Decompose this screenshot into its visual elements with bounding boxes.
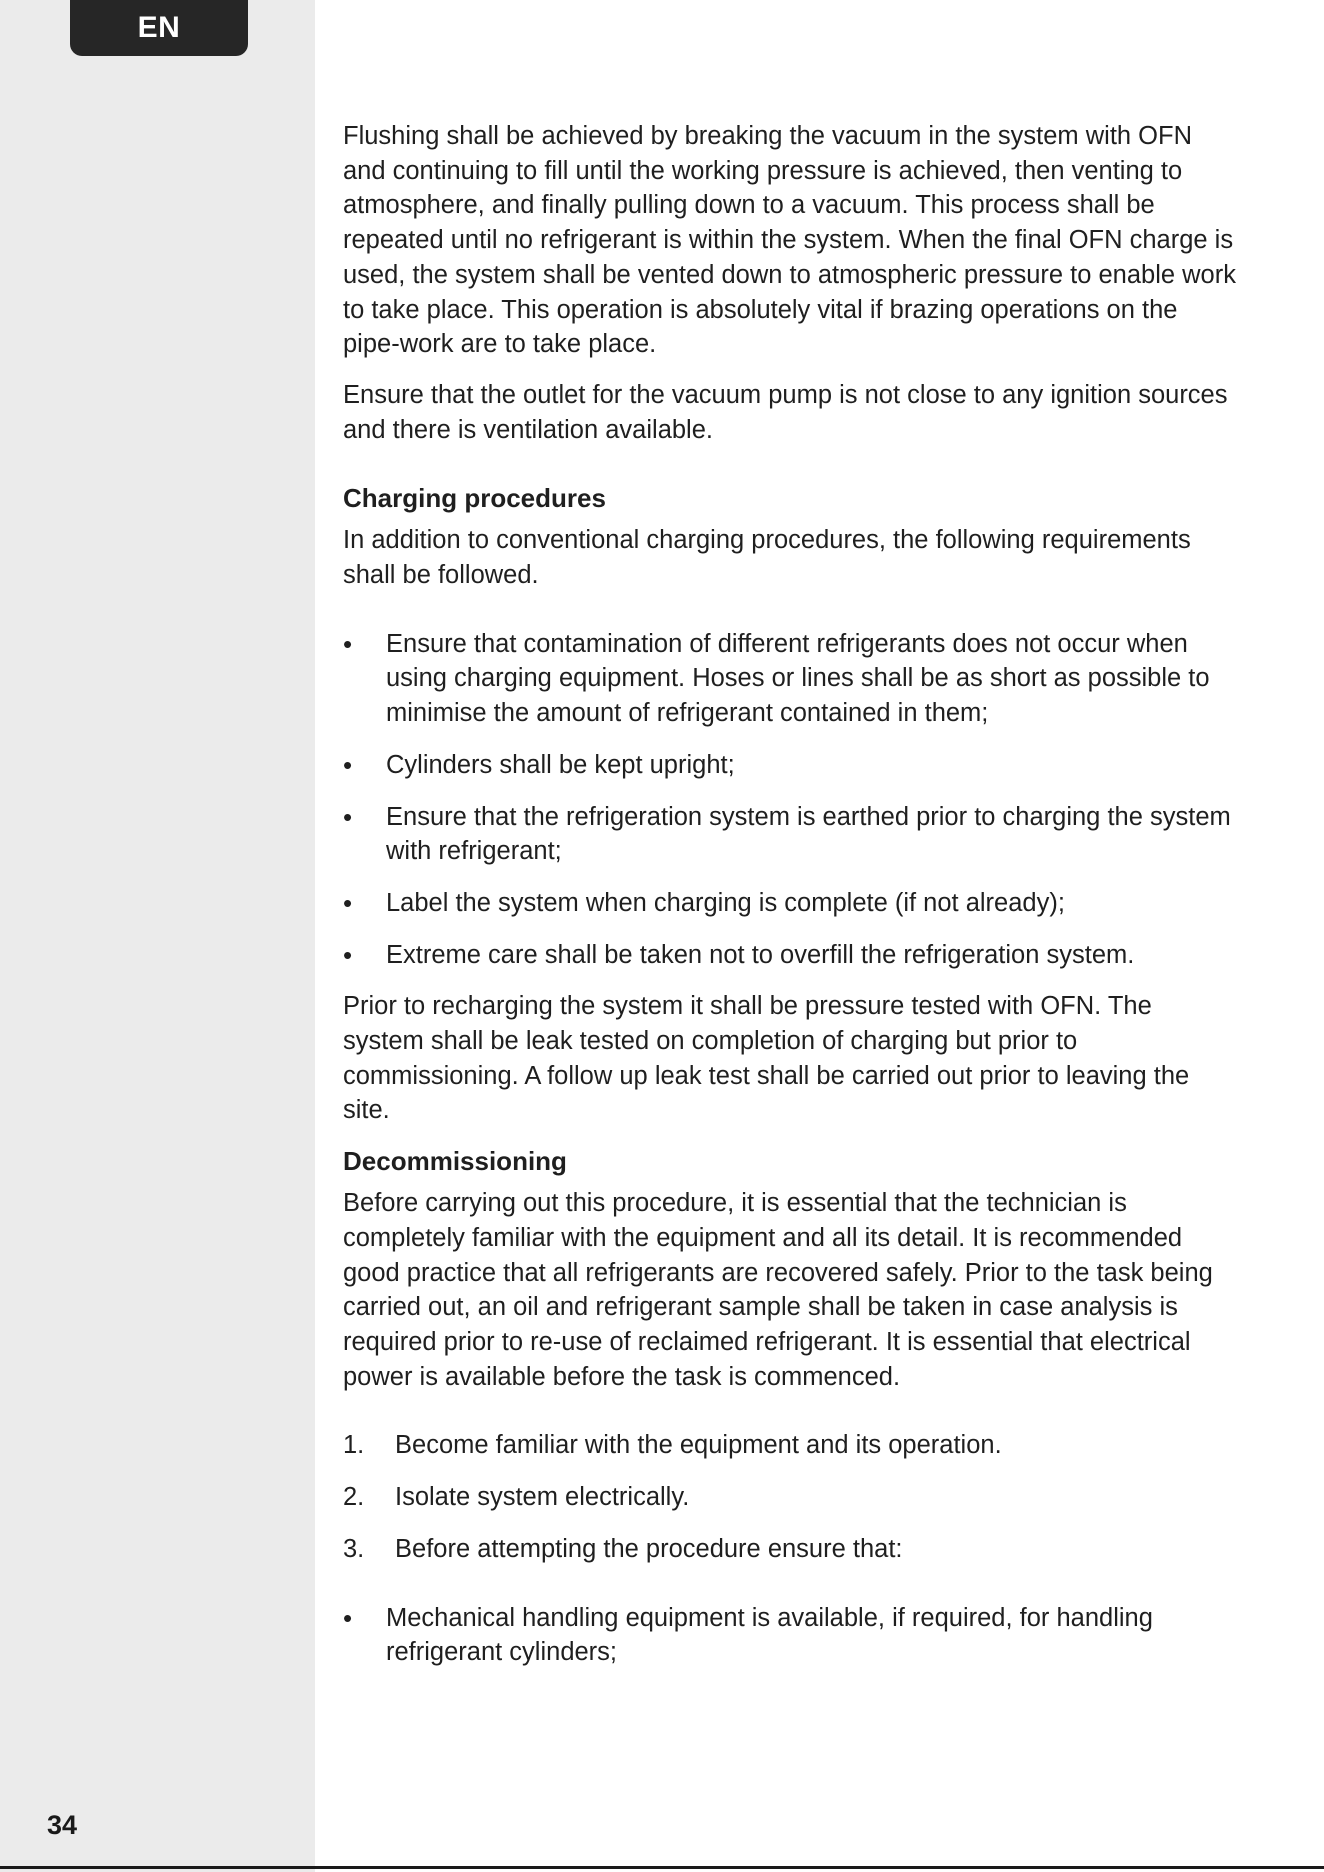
list-item: • Ensure that the refrigeration system is earthed prior to charging the system with refrigerant; (343, 800, 1238, 869)
paragraph-recharging: Prior to recharging the system it shall be pressure tested with OFN. The system shall be leak tested on completion of charging but prior to commissioning. A follow up leak test shall be carried out prior to leaving the site. (343, 992, 1190, 1125)
step-number: 1. (343, 1431, 365, 1460)
list-item: • Mechanical handling equipment is available, if required, for handling refrigerant cylinders; (343, 1601, 1238, 1670)
list-item: • Extreme care shall be taken not to overfill the refrigeration system. (343, 938, 1238, 973)
charging-requirements-list (343, 627, 1238, 973)
step-item (343, 1532, 1238, 1567)
paragraph-decommissioning-intro: Before carrying out this procedure, it is essential that the technician is completely familiar with the equipment and all its detail. It is recommended good practice that all refrigerants are recovered safely. Prior to the task being carried out, an oil and refrigerant sample shall be taken in case analysis is required prior to re-use of reclaimed refrigerant. It is essential that electrical power is available before the task is commenced. (343, 1189, 1213, 1391)
step-text: Isolate system electrically. (395, 1483, 690, 1512)
page-content (343, 119, 1238, 1687)
list-item: • Cylinders shall be kept upright; (343, 748, 1238, 783)
paragraph-vacuum-outlet: Ensure that the outlet for the vacuum pump is not close to any ignition sources and there is ventilation available. (343, 380, 1228, 444)
margin-sidebar (0, 0, 315, 1872)
paragraph-flushing: Flushing shall be achieved by breaking the vacuum in the system with OFN and continuing to fill until the working pressure is achieved, then venting to atmosphere, and finally pulling down to a vacuum. This process shall be repeated until no refrigerant is within the system. When the final OFN charge is used, the system shall be vented down to atmospheric pressure to enable work to take place. This operation is absolutely vital if brazing operations on the pipe-work are to take place. (343, 122, 1236, 359)
bottom-rule (0, 1866, 1324, 1869)
step-item (343, 1428, 1238, 1463)
step-text: Before attempting the procedure ensure that: (395, 1534, 903, 1563)
step-text: Become familiar with the equipment and its operation. (395, 1431, 1002, 1460)
page-number: 34 (47, 1810, 78, 1840)
heading-charging-procedures: Charging procedures (343, 483, 606, 514)
list-item: • Label the system when charging is complete (if not already); (343, 886, 1238, 921)
list-item: • Ensure that contamination of different refrigerants does not occur when using charging equipment. Hoses or lines shall be as short as possible to minimise the amount of refrigerant contained in them; (343, 627, 1238, 731)
step-number: 2. (343, 1483, 365, 1512)
step-item (343, 1480, 1238, 1515)
paragraph-charging-intro: In addition to conventional charging procedures, the following requirements shall be followed. (343, 526, 1191, 590)
decommissioning-steps (343, 1428, 1238, 1566)
language-tab: EN (70, 0, 248, 56)
heading-decommissioning: Decommissioning (343, 1146, 567, 1177)
step-number: 3. (343, 1534, 365, 1563)
decommissioning-checks-list (343, 1601, 1238, 1670)
